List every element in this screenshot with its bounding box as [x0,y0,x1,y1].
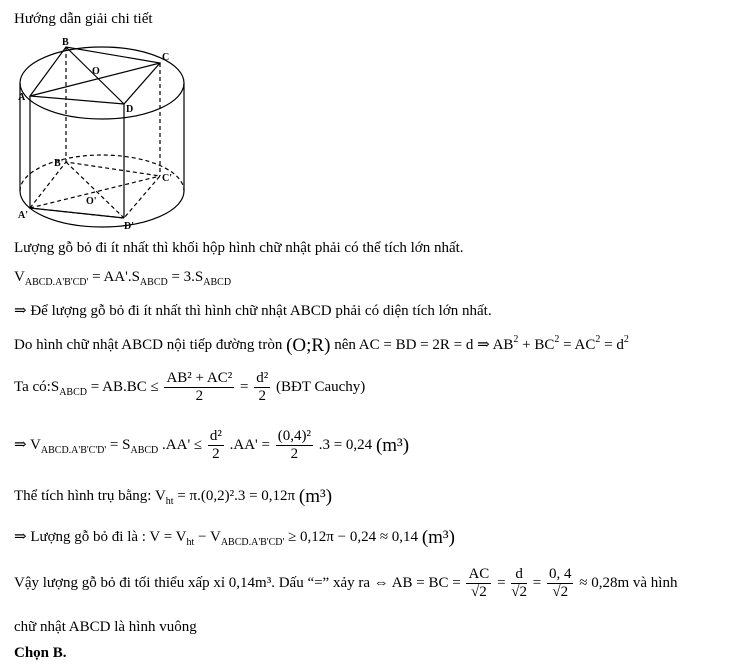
waste-volume-line: ⇒ Lượng gỗ bỏ đi là : $V = V_{ht} - V_{ABCD.A'B'CD'} \ge 0,12\pi - 0,24 \approx 0,14$ (m³) [14,527,455,548]
text-line-4: Do hình chữ nhật ABCD nội tiếp đường tròn (O;R) nên AC = BD = 2R = d ⇒ $AB^2 + BC^2 = AC^2 = d^2$ [14,334,629,356]
label-D: D [126,104,134,115]
cylinder-figure [14,36,194,236]
label-C-prime: C' [162,173,172,184]
label-B-prime: B' [54,158,64,169]
label-A: A [18,92,26,103]
text-line-3: ⇒ Để lượng gỗ bỏ đi ít nhất thì hình chữ nhật ABCD phải có diện tích lớn nhất. [14,303,492,319]
answer: Chọn B. [14,645,67,661]
cylinder-volume-line: Thể tích hình trụ bằng: $V_{ht} = \pi.(0,2)^2.3 = 0,12\pi$ (m³) [14,486,333,507]
label-D-prime: D' [124,221,134,232]
label-O: O [92,66,100,77]
text-line-1: Lượng gỗ bỏ đi ít nhất thì khối hộp hình chữ nhật phải có thể tích lớn nhất. [14,240,464,256]
conclusion-line: Vậy lượng gỗ bỏ đi tối thiểu xấp xỉ 0,14m³. Dấu “=” xảy ra ⇔ AB = BC = $\frac{AC}{√2}$ = $\frac{d}{√2}$ = $\frac{0, 4}{√2}$ ≈ 0,28m và hình [14,566,678,600]
label-C: C [162,52,170,63]
label-O-prime: O' [86,196,97,207]
cauchy-line: Ta $có:S_{ABCD} = AB.BC$ ≤ $\frac{\text{AB² + AC²}}{2}$ = $\frac{\text{d²}}{2}$ (BĐT Cauchy) [14,370,366,404]
label-B: B [62,37,69,48]
max-volume-line: ⇒ $V_{ABCD.A'B'C'D'} = S_{ABCD}$ .AA' ≤ $\frac{\text{d²}}{2}$ .AA' = $\frac{\text{(0,4)²}}{2}$ .3 = 0,24 (m³) [14,428,410,462]
header: Hướng dẫn giải chi tiết [14,11,153,27]
text-line-10: chữ nhật ABCD là hình vuông [14,619,197,635]
volume-formula-line: $V_{ABCD.A'B'CD'} = AA'.S_{ABCD} = 3.S_{ABCD}$ [14,269,232,288]
label-A-prime: A' [18,210,28,221]
